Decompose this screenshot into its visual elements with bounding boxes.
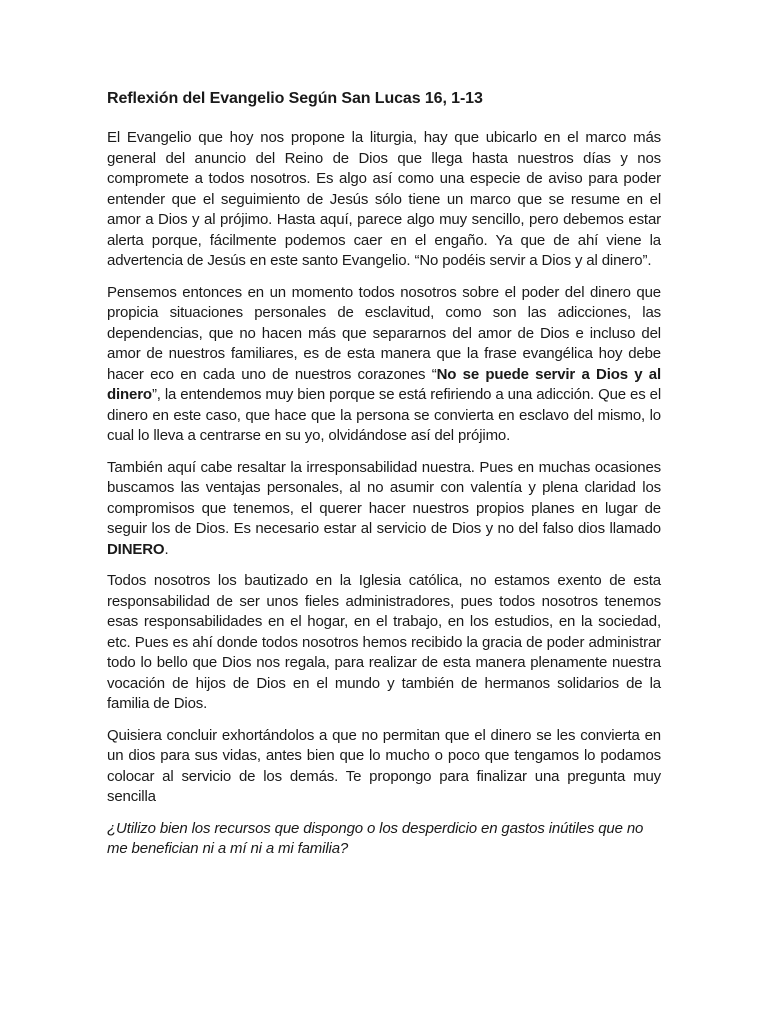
paragraph-2-text-before: Pensemos entonces en un momento todos nosotros sobre el poder del dinero que propicia situaciones personales de esclavitud, como son las adicciones, las dependencias, que no hacen más que separarnos del amor de Dios e incluso del amor de nuestros familiares, es de esta manera que la frase evangélica hoy debe hacer eco en cada uno de nuestros corazones “ <box>107 283 661 383</box>
paragraph-3 <box>107 458 661 561</box>
paragraph-2 <box>107 283 661 447</box>
paragraph-2-bold-quote: No se puede servir a Dios y al dinero <box>107 365 662 403</box>
paragraph-2-text-after: ”, la entendemos muy bien porque se está refiriendo a una adicción. Que es el dinero en este caso, que hace que la persona se convierta en esclavo del mismo, lo cual lo lleva a centrarse en su yo, olvidándose así del prójimo. <box>107 386 661 444</box>
document-page <box>107 88 661 871</box>
paragraph-5: Quisiera concluir exhortándolos a que no permitan que el dinero se les convierta en un dios para sus vidas, antes bien que lo mucho o poco que tengamos lo podamos colocar al servicio de los demás. Te propongo para finalizar una pregunta muy sencilla <box>107 726 661 805</box>
paragraph-4: Todos nosotros los bautizado en la Iglesia católica, no estamos exento de esta responsabilidad de ser unos fieles administradores, pues todos nosotros tenemos esas responsabilidades en el hogar, en el trabajo, en los estudios, en la sociedad, etc. Pues es ahí donde todos nosotros hemos recibido la gracia de poder administrar todo lo bello que Dios nos regala, para realizar de esta manera plenamente nuestra vocación de hijos de Dios en el mundo y también de hermanos solidarios de la familia de Dios. <box>107 572 661 712</box>
paragraph-3-text-before: También aquí cabe resaltar la irresponsabilidad nuestra. Pues en muchas ocasiones buscamos las ventajas personales, al no asumir con valentía y plena claridad los compromisos que tenemos, el querer hacer nuestros propios planes en lugar de seguir los de Dios. Es necesario estar al servicio de Dios y no del falso dios llamado <box>107 458 661 537</box>
document-title: Reflexión del Evangelio Según San Lucas 16, 1-13 <box>107 90 483 107</box>
paragraph-3-text-after: . <box>164 540 169 558</box>
paragraph-3-bold-word: DINERO <box>107 540 165 558</box>
paragraph-1: El Evangelio que hoy nos propone la liturgia, hay que ubicarlo en el marco más general del anuncio del Reino de Dios que llega hasta nuestros días y nos compromete a todos nosotros. Es algo así como una especie de aviso para poder entender que el seguimiento de Jesús sólo tiene un marco que se resume en el amor a Dios y al prójimo. Hasta aquí, parece algo muy sencillo, pero debemos estar alerta porque, fácilmente podemos caer en el engaño. Ya que de ahí viene la advertencia de Jesús en este santo Evangelio. “No podéis servir a Dios y al dinero”. <box>107 129 661 269</box>
closing-question: ¿Utilizo bien los recursos que dispongo o los desperdicio en gastos inútiles que no me benefician ni a mí ni a mi familia? <box>107 819 644 857</box>
